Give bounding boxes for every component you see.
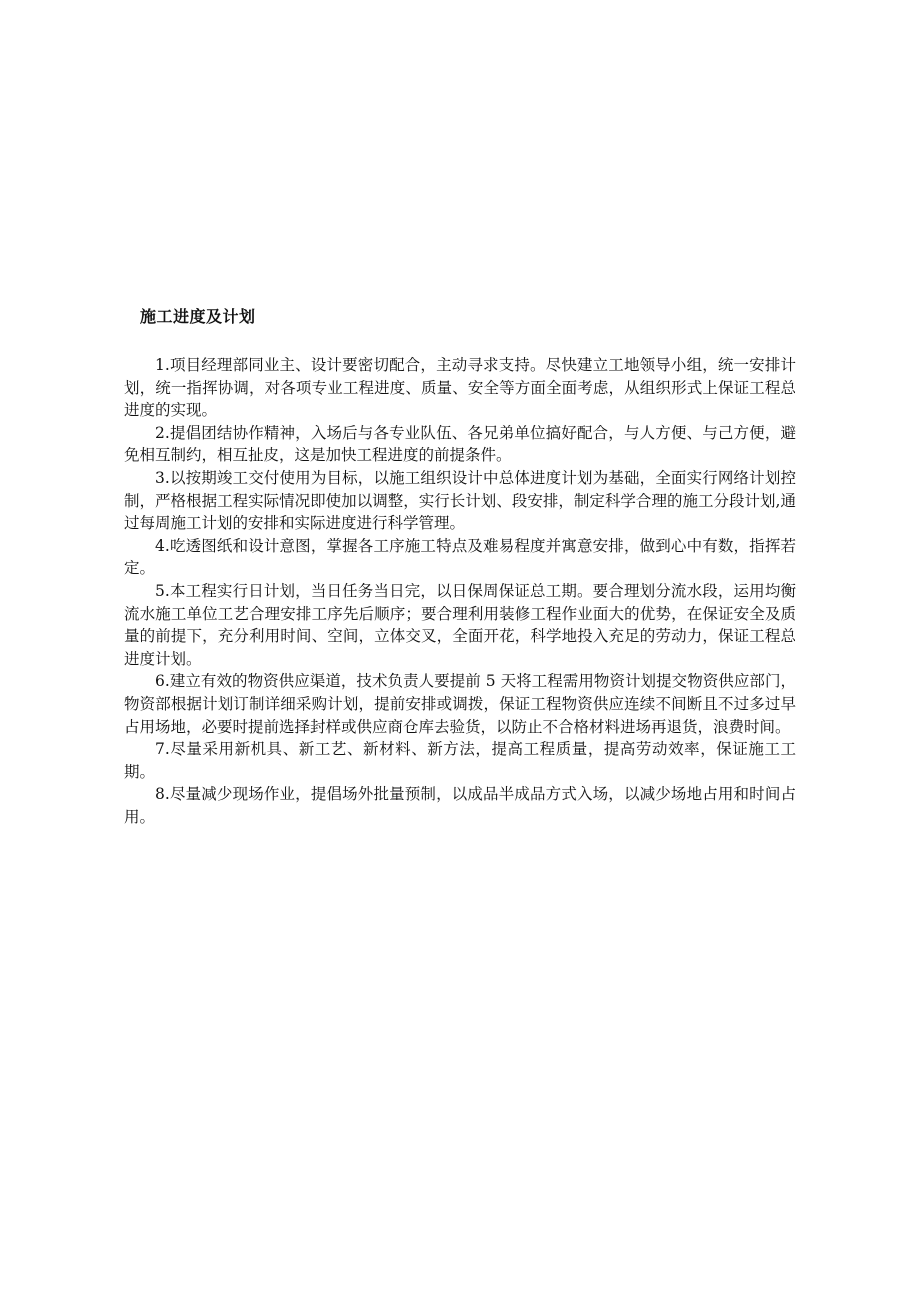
section-title: 施工进度及计划 xyxy=(140,307,256,326)
section-body xyxy=(124,354,796,828)
paragraph-8: 8.尽量减少现场作业，提倡场外批量预制，以成品半成品方式入场，以减少场地占用和时间占用。 xyxy=(124,785,796,826)
paragraph-7: 7.尽量采用新机具、新工艺、新材料、新方法，提高工程质量，提高劳动效率，保证施工工期。 xyxy=(124,740,796,781)
paragraph-1: 1.项目经理部同业主、设计要密切配合，主动寻求支持。尽快建立工地领导小组，统一安排计划，统一指挥协调，对各项专业工程进度、质量、安全等方面全面考虑，从组织形式上保证工程总进度的实现。 xyxy=(124,356,796,420)
paragraph-6: 6.建立有效的物资供应渠道，技术负责人要提前 5 天将工程需用物资计划提交物资供应部门，物资部根据计划订制详细采购计划，提前安排或调拨，保证工程物资供应连续不间断且不过多过早占用场地，必要时提前选择封样或供应商仓库去验货，以防止不合格材料进场再退货，浪费时间。 xyxy=(124,672,796,736)
paragraph-3: 3.以按期竣工交付使用为目标，以施工组织设计中总体进度计划为基础，全面实行网络计划控制，严格根据工程实际情况即使加以调整，实行长计划、段安排，制定科学合理的施工分段计划,通过每周施工计划的安排和实际进度进行科学管理。 xyxy=(124,468,796,533)
paragraph-5: 5.本工程实行日计划，当日任务当日完，以日保周保证总工期。要合理划分流水段，运用均衡流水施工单位工艺合理安排工序先后顺序；要合理利用装修工程作业面大的优势，在保证安全及质量的前提下，充分利用时间、空间，立体交叉，全面开花，科学地投入充足的劳动力，保证工程总进度计划。 xyxy=(124,581,796,668)
paragraph-4: 4.吃透图纸和设计意图，掌握各工序施工特点及难易程度并寓意安排，做到心中有数，指挥若定。 xyxy=(124,536,796,578)
paragraph-2: 2.提倡团结协作精神，入场后与各专业队伍、各兄弟单位搞好配合，与人方便、与己方便，避免相互制约，相互扯皮，这是加快工程进度的前提条件。 xyxy=(124,423,796,465)
